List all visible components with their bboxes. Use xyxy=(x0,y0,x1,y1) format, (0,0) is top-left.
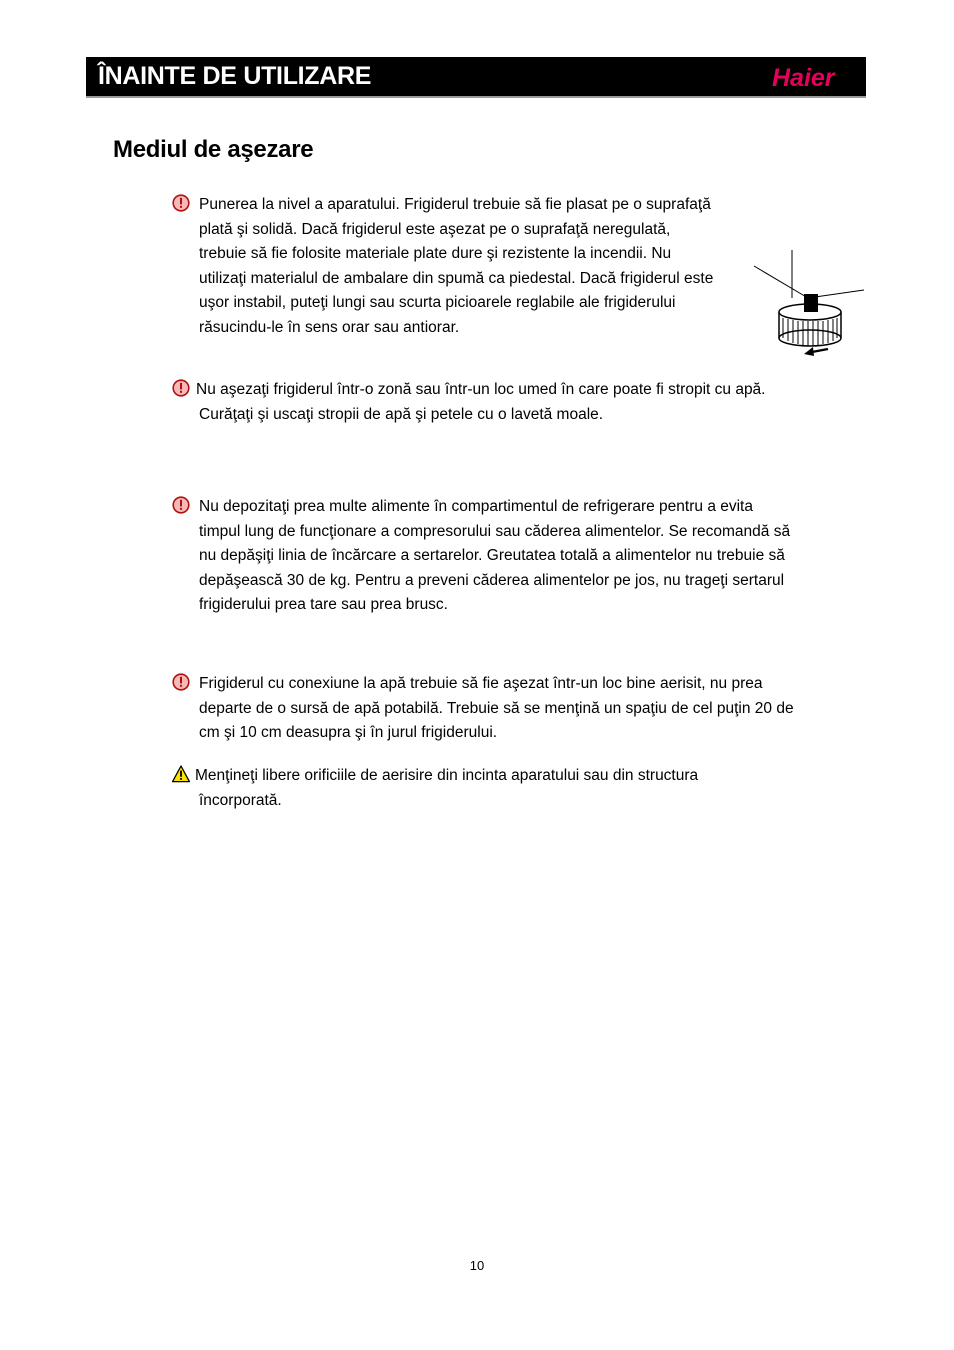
text-line: Menţineţi libere orificiile de aerisire din incinta aparatului sau din structura xyxy=(195,767,699,784)
logo-text: Haier xyxy=(772,64,835,92)
text-line: utilizaţi materialul de ambalare din spumă ca piedestal. Dacă frigiderul este xyxy=(199,269,714,287)
header-title: ÎNAINTE DE UTILIZARE xyxy=(98,62,372,90)
adjustable-leg-icon xyxy=(752,248,866,360)
section-title: Mediul de aşezare xyxy=(113,136,314,163)
text-line: Punerea la nivel a aparatului. Frigiderul trebuie să fie plasat pe o suprafaţă xyxy=(199,196,711,213)
text-line: Nu aşezaţi frigiderul într-o zonă sau într-un loc umed în care poate fi stropit cu apă. xyxy=(196,381,766,398)
text-line: trebuie să fie folosite materiale plate dure şi rezistente la incendii. Nu xyxy=(199,245,672,263)
warning-triangle-icon xyxy=(172,765,190,783)
text-line: frigiderului prea tare sau prea brusc. xyxy=(199,596,448,614)
text-line: departe de o sursă de apă potabilă. Trebuie să se menţină un spaţiu de cel puţin 20 de xyxy=(199,699,794,717)
instruction-text xyxy=(199,672,794,746)
header-bar xyxy=(86,57,866,98)
exclamation-circle-icon xyxy=(172,379,190,397)
text-line: Nu depozitaţi prea multe alimente în compartimentul de refrigerare pentru a evita xyxy=(199,498,753,515)
text-line: cm şi 10 cm deasupra şi în jurul frigiderului. xyxy=(199,724,498,742)
exclamation-circle-icon xyxy=(172,496,190,514)
text-line: încorporată. xyxy=(199,791,282,809)
text-line: timpul lung de funcţionare a compresorului sau căderea alimentelor. Se recomandă să xyxy=(199,522,791,540)
text-line: nu depăşiţi linia de încărcare a sertarelor. Greutatea totală a alimentelor nu trebuie să xyxy=(199,547,785,565)
instruction-text xyxy=(199,193,713,341)
text-line: Frigiderul cu conexiune la apă trebuie să fie aşezat într-un loc bine aerisit, nu prea xyxy=(199,675,763,692)
instruction-text xyxy=(199,495,790,618)
text-line: răsucindu-le în sens orar sau antiorar. xyxy=(199,318,460,336)
haier-logo xyxy=(772,64,850,92)
exclamation-circle-icon xyxy=(172,194,190,212)
text-line: depăşească 30 de kg. Pentru a preveni căderea alimentelor pe jos, nu trageţi sertarul xyxy=(199,571,785,589)
text-line: uşor instabil, puteţi lungi sau scurta picioarele reglabile ale frigiderului xyxy=(199,294,676,312)
exclamation-circle-icon xyxy=(172,673,190,691)
instruction-text xyxy=(196,378,766,427)
instruction-text xyxy=(195,764,699,813)
text-line: plată şi solidă. Dacă frigiderul este aşezat pe o suprafaţă neregulată, xyxy=(199,220,671,238)
page-number: 10 xyxy=(469,1258,485,1273)
text-line: Curăţaţi şi uscaţi stropii de apă şi petele cu o lavetă moale. xyxy=(199,405,604,423)
